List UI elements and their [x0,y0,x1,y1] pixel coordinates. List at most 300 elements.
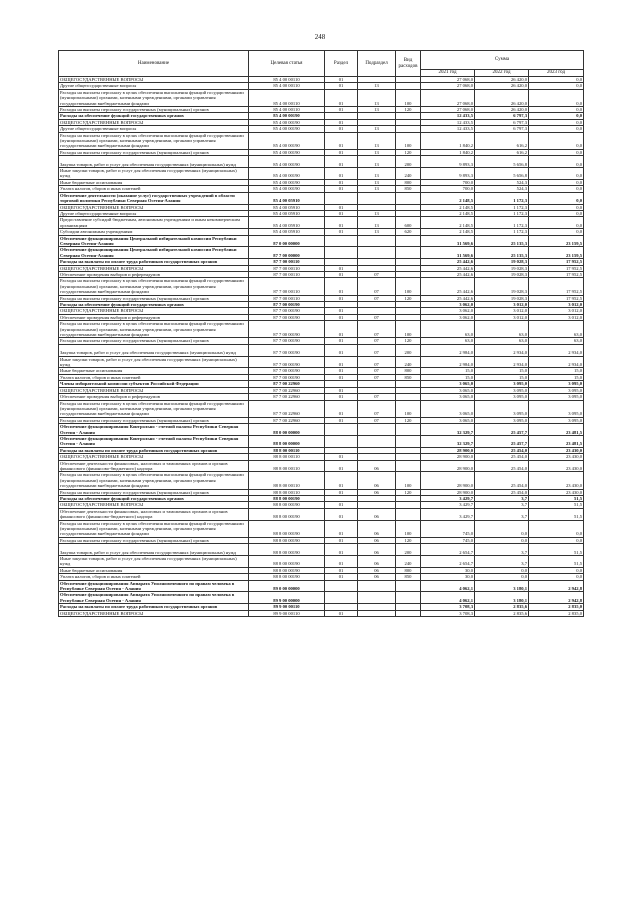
cell-subsection: 13 [358,126,396,132]
cell-name: Расходы на выплаты персоналу в целях обеспечения выполнения функций государственными (муниципальными) органами, казенными учреждениями, органами управления государственными внебюджетными фондами [59,321,249,338]
cell-target: 85 4 00 05910 [249,192,325,204]
cell-target: 85 4 00 00190 [249,179,325,185]
cell-name: Уплата налогов, сборов и иных платежей [59,574,249,580]
cell-name: Другие общегосударственные вопросы [59,83,249,89]
cell-section: 01 [325,610,358,616]
cell-sum-2022: 6 797,3 [475,119,529,125]
cell-section: 01 [325,567,358,573]
cell-sum-2021: 25 442,6 [421,271,475,277]
cell-sum-2022: 19 028,3 [475,271,529,277]
cell-subsection [358,235,396,247]
table-row [59,580,584,592]
cell-sum-2022: 19 028,3 [475,295,529,301]
cell-sum-2022: 2 835,6 [475,604,529,610]
cell-target: 88 8 00 00110 [249,472,325,489]
cell-sum-2022: 25 457,7 [475,435,529,447]
header-2021: 2021 год [421,70,475,77]
header-section: Раздел [325,51,358,77]
table-row [59,424,584,436]
cell-sum-2023: 3 095,0 [529,394,584,400]
cell-name: ОБЩЕГОСУДАРСТВЕННЫЕ ВОПРОСЫ [59,610,249,616]
cell-sum-2021: 2 148,5 [421,192,475,204]
cell-name: ОБЩЕГОСУДАРСТВЕННЫЕ ВОПРОСЫ [59,308,249,314]
cell-sum-2021: 2 148,5 [421,204,475,210]
cell-subsection: 07 [358,394,396,400]
cell-sum-2022: 25 454,0 [475,447,529,453]
cell-vr: 800 [396,567,421,573]
cell-vr: 100 [396,520,421,537]
cell-target: 85 4 00 00190 [249,156,325,168]
cell-sum-2023: 0,0 [529,89,584,106]
cell-section: 01 [325,460,358,472]
cell-section: 01 [325,156,358,168]
cell-sum-2021: 3 062,0 [421,302,475,308]
cell-subsection: 07 [358,321,396,338]
cell-sum-2023: 0,0 [529,83,584,89]
cell-sum-2023: 0,0 [529,210,584,216]
cell-sum-2022: 3,7 [475,502,529,508]
cell-name: Расходы на выплаты персоналу государственных (муниципальных) органов [59,338,249,344]
cell-section: 01 [325,417,358,423]
cell-section: 01 [325,454,358,460]
cell-section: 01 [325,126,358,132]
cell-section: 01 [325,210,358,216]
cell-subsection: 07 [358,374,396,380]
cell-sum-2022: 1 172,3 [475,192,529,204]
cell-name: Расходы на выплаты персоналу государственных (муниципальных) органов [59,149,249,155]
cell-sum-2023: 23 481,5 [529,424,584,436]
cell-section: 01 [325,204,358,210]
cell-sum-2023: 23 159,5 [529,235,584,247]
cell-sum-2021: 31 569,6 [421,235,475,247]
cell-section: 01 [325,344,358,356]
cell-name: Расходы на выплаты персоналу государственных (муниципальных) органов [59,295,249,301]
cell-sum-2023: 63,0 [529,321,584,338]
cell-subsection: 13 [358,217,396,229]
cell-subsection: 06 [358,520,396,537]
cell-sum-2022: 26 420,0 [475,89,529,106]
cell-section [325,580,358,592]
cell-target: 87 7 00 22960 [249,400,325,417]
cell-sum-2022: 25 454,0 [475,489,529,495]
cell-target: 88 8 00 00190 [249,537,325,543]
cell-vr: 850 [396,186,421,192]
cell-sum-2022: 25 454,0 [475,472,529,489]
cell-section: 01 [325,314,358,320]
cell-subsection: 13 [358,210,396,216]
cell-sum-2022: 5 656,8 [475,168,529,180]
cell-section: 01 [325,278,358,295]
header-vr: Вид расходов [396,51,421,77]
cell-sum-2023: 23 159,5 [529,247,584,259]
cell-section [325,247,358,259]
cell-target: 87 7 00 00110 [249,295,325,301]
table-row [59,278,584,295]
cell-name: Обеспечение функционирования Центральной избирательной комиссии Республики Северная Осетия-Алания [59,235,249,247]
cell-name: Расходы на обеспечение функций государственных органов [59,113,249,119]
cell-sum-2022: 3 095,0 [475,417,529,423]
cell-target: 88 8 00 00110 [249,489,325,495]
cell-name: ОБЩЕГОСУДАРСТВЕННЫЕ ВОПРОСЫ [59,204,249,210]
cell-subsection: 07 [358,344,396,356]
cell-subsection: 13 [358,132,396,149]
cell-target: 87 7 00 00110 [249,265,325,271]
cell-sum-2021: 28 900,0 [421,489,475,495]
cell-section: 01 [325,89,358,106]
cell-section: 01 [325,308,358,314]
cell-sum-2021: 63,0 [421,338,475,344]
cell-sum-2023: 3 012,0 [529,314,584,320]
cell-target: 85 4 00 00110 [249,77,325,83]
table-row [59,460,584,472]
cell-subsection [358,435,396,447]
table-row [59,508,584,520]
cell-sum-2021: 12 433,5 [421,126,475,132]
cell-sum-2022: 6 797,3 [475,113,529,119]
cell-target: 87 7 00 00190 [249,321,325,338]
cell-target: 88 8 00 00110 [249,460,325,472]
cell-target: 85 4 00 00190 [249,132,325,149]
cell-sum-2023: 0,0 [529,186,584,192]
cell-subsection: 07 [358,400,396,417]
cell-target: 88 8 00 00190 [249,544,325,556]
cell-sum-2022: 3 180,1 [475,592,529,604]
table-row [59,235,584,247]
cell-name: Обеспечение деятельности финансовых, налоговых и таможенных органов и органов финансового (финансово-бюджетного) надзора [59,460,249,472]
cell-sum-2022: 19 028,3 [475,259,529,265]
cell-sum-2021: 3 429,7 [421,508,475,520]
cell-sum-2023: 3 012,0 [529,302,584,308]
cell-sum-2023: 0,0 [529,149,584,155]
cell-section: 01 [325,400,358,417]
cell-sum-2021: 700,0 [421,186,475,192]
cell-subsection: 13 [358,179,396,185]
cell-target: 87 7 00 00190 [249,338,325,344]
table-row [59,556,584,568]
cell-sum-2023: 23 430,0 [529,447,584,453]
cell-vr: 120 [396,107,421,113]
cell-subsection [358,424,396,436]
cell-sum-2021: 2 984,0 [421,356,475,368]
cell-subsection: 07 [358,271,396,277]
cell-sum-2021: 15,0 [421,374,475,380]
table-row [59,435,584,447]
cell-subsection [358,610,396,616]
cell-section: 01 [325,374,358,380]
cell-subsection: 07 [358,338,396,344]
cell-name: Расходы на обеспечение функций государственных органов [59,496,249,502]
cell-vr: 120 [396,489,421,495]
cell-sum-2023: 0,0 [529,107,584,113]
table-row [59,89,584,106]
table-row [59,217,584,229]
table-row [59,610,584,616]
cell-sum-2021: 2 148,5 [421,229,475,235]
cell-vr [396,247,421,259]
cell-section: 01 [325,520,358,537]
cell-target: 85 4 00 00110 [249,89,325,106]
cell-name: Расходы на выплаты персоналу государственных (муниципальных) органов [59,537,249,543]
cell-section: 01 [325,149,358,155]
cell-sum-2023: 0,0 [529,537,584,543]
cell-subsection [358,580,396,592]
cell-section: 01 [325,132,358,149]
cell-target: 85 4 00 05910 [249,204,325,210]
cell-sum-2021: 15,0 [421,368,475,374]
cell-name: Другие общегосударственные вопросы [59,210,249,216]
cell-sum-2021: 745,0 [421,520,475,537]
cell-name: Расходы на выплаты персоналу в целях обеспечения выполнения функций государственными (муниципальными) органами, казенными учреждениями, органами управления государственными внебюджетными фондами [59,132,249,149]
header-2022: 2022 год [475,70,529,77]
cell-vr: 120 [396,295,421,301]
cell-sum-2022: 25 454,0 [475,460,529,472]
cell-name: Расходы на выплаты персоналу в целях обеспечения выполнения функций государственными (муниципальными) органами, казенными учреждениями, органами управления государственными внебюджетными фондами [59,520,249,537]
cell-sum-2023: 51,5 [529,556,584,568]
cell-sum-2023: 0,0 [529,192,584,204]
cell-target: 88 8 00 00110 [249,454,325,460]
cell-sum-2023: 0,0 [529,126,584,132]
cell-target: 88 8 00 00190 [249,502,325,508]
cell-target: 87 7 00 22960 [249,417,325,423]
cell-name: ОБЩЕГОСУДАРСТВЕННЫЕ ВОПРОСЫ [59,387,249,393]
table-row [59,520,584,537]
cell-target: 85 4 00 00190 [249,186,325,192]
cell-subsection: 13 [358,83,396,89]
table-row [59,356,584,368]
cell-section: 01 [325,119,358,125]
cell-sum-2023: 51,5 [529,544,584,556]
cell-sum-2022: 1 172,3 [475,229,529,235]
cell-sum-2023: 3 095,0 [529,381,584,387]
cell-name: Обеспечение проведения выборов и референдумов [59,394,249,400]
cell-section: 01 [325,265,358,271]
cell-section: 01 [325,186,358,192]
cell-sum-2022: 0,0 [475,567,529,573]
cell-vr: 600 [396,217,421,229]
cell-name: Уплата налогов, сборов и иных платежей [59,186,249,192]
cell-section: 01 [325,502,358,508]
cell-target: 88 8 00 00190 [249,520,325,537]
cell-target: 87 7 00 00190 [249,356,325,368]
cell-sum-2021: 3 062,0 [421,308,475,314]
cell-sum-2021: 3 065,0 [421,400,475,417]
cell-target: 87 7 00 00110 [249,271,325,277]
cell-sum-2021: 32 329,7 [421,435,475,447]
cell-name: Обеспечение функционирования Контрольно - счетной палаты Республики Северная Осетия - Алания [59,435,249,447]
budget-table [58,50,584,617]
cell-target: 85 4 00 00190 [249,113,325,119]
cell-name: ОБЩЕГОСУДАРСТВЕННЫЕ ВОПРОСЫ [59,454,249,460]
cell-name: Закупка товаров, работ и услуг для обеспечения государственных (муниципальных) нужд [59,344,249,356]
cell-target: 87 7 00 00190 [249,302,325,308]
cell-name: Расходы на выплаты персоналу государственных (муниципальных) органов [59,417,249,423]
cell-sum-2021: 4 062,1 [421,580,475,592]
cell-sum-2021: 700,0 [421,179,475,185]
cell-name: Закупка товаров, работ и услуг для обеспечения государственных (муниципальных) нужд [59,156,249,168]
cell-name: Другие общегосударственные вопросы [59,126,249,132]
cell-target: 89 9 00 00000 [249,592,325,604]
cell-sum-2022: 524,3 [475,179,529,185]
cell-sum-2023: 63,0 [529,338,584,344]
cell-name: ОБЩЕГОСУДАРСТВЕННЫЕ ВОПРОСЫ [59,77,249,83]
cell-vr: 240 [396,168,421,180]
cell-sum-2023: 51,5 [529,508,584,520]
cell-target: 85 4 00 00190 [249,126,325,132]
cell-sum-2021: 32 329,7 [421,424,475,436]
cell-sum-2023: 2 835,0 [529,610,584,616]
cell-name: Обеспечение функционирования Контрольно - счетной палаты Республики Северная Осетия - Алания [59,424,249,436]
cell-section: 01 [325,168,358,180]
cell-sum-2023: 51,5 [529,502,584,508]
table-row [59,247,584,259]
cell-sum-2022: 524,3 [475,186,529,192]
cell-target: 88 8 00 00000 [249,435,325,447]
cell-sum-2023: 51,5 [529,496,584,502]
cell-vr: 100 [396,89,421,106]
cell-sum-2023: 17 952,5 [529,271,584,277]
cell-name: Обеспечение проведения выборов и референдумов [59,271,249,277]
cell-subsection: 06 [358,567,396,573]
cell-sum-2023: 0,0 [529,204,584,210]
cell-vr [396,435,421,447]
cell-name: Обеспечение функционирования Центральной избирательной комиссии Республики Северная Осетия-Алания [59,247,249,259]
cell-sum-2023: 2 835,0 [529,604,584,610]
cell-sum-2021: 30,0 [421,574,475,580]
cell-sum-2023: 23 481,5 [529,435,584,447]
cell-target: 85 4 00 05910 [249,210,325,216]
cell-sum-2021: 2 654,7 [421,544,475,556]
cell-subsection: 13 [358,156,396,168]
cell-sum-2021: 27 068,0 [421,83,475,89]
cell-subsection: 06 [358,574,396,580]
table-row [59,321,584,338]
cell-name: Обеспечение проведения выборов и референдумов [59,314,249,320]
cell-sum-2023: 0,0 [529,179,584,185]
cell-sum-2021: 31 569,6 [421,247,475,259]
cell-section: 01 [325,394,358,400]
cell-sum-2022: 2 934,0 [475,344,529,356]
cell-sum-2021: 3 065,0 [421,387,475,393]
cell-sum-2022: 19 028,3 [475,278,529,295]
cell-subsection: 13 [358,107,396,113]
cell-sum-2021: 27 068,0 [421,107,475,113]
cell-sum-2021: 1 840,2 [421,149,475,155]
cell-target: 89 0 00 00000 [249,580,325,592]
cell-section: 01 [325,556,358,568]
cell-target: 87 0 00 00000 [249,235,325,247]
cell-sum-2023: 2 942,8 [529,592,584,604]
cell-sum-2022: 25 457,7 [475,424,529,436]
cell-subsection: 06 [358,544,396,556]
cell-section: 01 [325,537,358,543]
cell-name: Обеспечение деятельности финансовых, налоговых и таможенных органов и органов финансового (финансово-бюджетного) надзора [59,508,249,520]
cell-vr [396,235,421,247]
cell-name: Расходы на выплаты персоналу в целях обеспечения выполнения функций государственными (муниципальными) органами, казенными учреждениями, органами управления государственными внебюджетными фондами [59,472,249,489]
header-2023: 2023 год [529,70,584,77]
cell-sum-2021: 30,0 [421,567,475,573]
cell-target: 85 4 00 05910 [249,217,325,229]
table-row [59,192,584,204]
cell-sum-2022: 3 095,0 [475,381,529,387]
cell-subsection: 07 [358,278,396,295]
table-row [59,132,584,149]
cell-subsection: 06 [358,556,396,568]
cell-sum-2023: 0,0 [529,156,584,168]
cell-sum-2023: 0,0 [529,132,584,149]
cell-name: Расходы на выплаты по оплате труда работников государственных органов [59,604,249,610]
cell-target: 85 4 00 00190 [249,168,325,180]
cell-subsection: 06 [358,489,396,495]
cell-target: 85 4 00 05910 [249,229,325,235]
cell-vr [396,192,421,204]
table-body [59,77,584,617]
cell-sum-2021: 12 433,5 [421,119,475,125]
cell-sum-2023: 17 952,5 [529,295,584,301]
cell-sum-2022: 616,2 [475,132,529,149]
cell-sum-2022: 15,0 [475,368,529,374]
cell-sum-2022: 19 028,3 [475,265,529,271]
cell-name: Расходы на выплаты персоналу в целях обеспечения выполнения функций государственными (муниципальными) органами, казенными учреждениями, органами управления государственными внебюджетными фондами [59,400,249,417]
cell-vr: 120 [396,537,421,543]
cell-sum-2022: 3 012,0 [475,302,529,308]
cell-name: Расходы на выплаты персоналу в целях обеспечения выполнения функций государственными (муниципальными) органами, казенными учреждениями, органами управления государственными внебюджетными фондами [59,89,249,106]
cell-section [325,192,358,204]
cell-sum-2023: 17 952,5 [529,265,584,271]
cell-sum-2022: 3,7 [475,556,529,568]
cell-section: 01 [325,77,358,83]
cell-vr: 620 [396,229,421,235]
cell-sum-2021: 9 893,3 [421,156,475,168]
cell-name: Обеспечение функционирования Аппарата Уполномоченного по правам человека в Республике Северная Осетия - Алания [59,592,249,604]
cell-name: Предоставление субсидий бюджетным, автономным учреждениям и иным некоммерческим организациям [59,217,249,229]
cell-name: Расходы на обеспечение функций государственных органов [59,302,249,308]
cell-sum-2021: 3 065,0 [421,394,475,400]
cell-section: 01 [325,508,358,520]
page-number: 248 [314,33,326,41]
table-row [59,400,584,417]
cell-section: 01 [325,574,358,580]
cell-sum-2022: 26 420,0 [475,83,529,89]
cell-sum-2022: 616,2 [475,149,529,155]
cell-vr: 120 [396,149,421,155]
cell-section: 01 [325,321,358,338]
cell-section: 01 [325,107,358,113]
cell-section: 01 [325,179,358,185]
cell-sum-2021: 2 148,5 [421,210,475,216]
cell-vr [396,580,421,592]
cell-target: 85 4 00 00110 [249,83,325,89]
cell-section: 01 [325,472,358,489]
cell-section: 01 [325,387,358,393]
cell-target: 87 7 00 00190 [249,308,325,314]
cell-sum-2023: 15,0 [529,374,584,380]
cell-subsection: 07 [358,417,396,423]
cell-target: 87 7 00 00110 [249,278,325,295]
cell-sum-2022: 0,0 [475,574,529,580]
cell-sum-2021: 28 900,0 [421,454,475,460]
cell-target: 87 7 00 00110 [249,259,325,265]
cell-target: 88 8 00 00110 [249,447,325,453]
cell-section: 01 [325,229,358,235]
cell-target: 88 8 00 00190 [249,556,325,568]
cell-sum-2023: 23 430,0 [529,454,584,460]
cell-sum-2022: 3 180,1 [475,580,529,592]
cell-target: 87 7 00 00190 [249,344,325,356]
cell-name: Иные закупки товаров, работ и услуг для обеспечения государственных (муниципальных) нужд [59,356,249,368]
cell-name: Иные бюджетные ассигнования [59,179,249,185]
cell-vr: 100 [396,321,421,338]
cell-sum-2022: 63,0 [475,338,529,344]
